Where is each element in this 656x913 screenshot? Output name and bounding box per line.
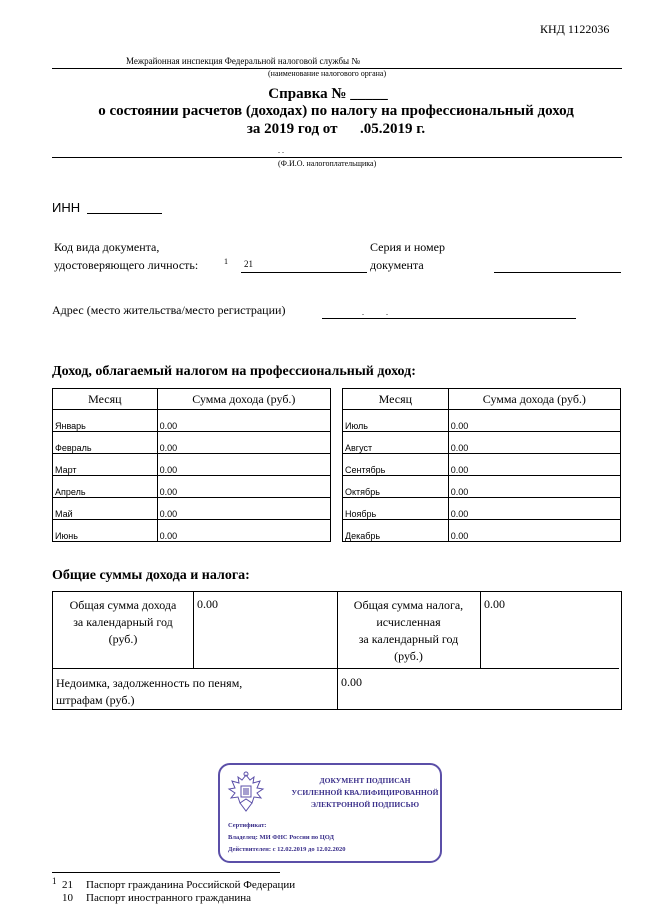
doc-code-label-1: Код вида документа, — [54, 240, 160, 254]
divider — [480, 592, 481, 668]
inspection-label: Межрайонная инспекция Федеральной налоговой службы № — [126, 56, 360, 66]
sum-cell: 0.00 — [448, 520, 620, 542]
doc-subtitle: о состоянии расчетов (доходах) по налогу на профессиональный доход — [98, 103, 574, 119]
stamp-title: ДОКУМЕНТ ПОДПИСАН УСИЛЕННОЙ КВАЛИФИЦИРОВАННОЙ ЭЛЕКТРОННОЙ ПОДПИСЬЮ — [291, 776, 439, 809]
month-cell: Декабрь — [343, 520, 449, 542]
total-tax-value: 0.00 — [484, 597, 505, 611]
doc-code-value: 21 — [244, 259, 253, 269]
doc-title: Справка № _____ — [268, 86, 388, 102]
income-section-title: Доход, облагаемый налогом на профессиональный доход: — [52, 364, 416, 379]
sum-cell: 0.00 — [448, 498, 620, 520]
table-row — [53, 520, 331, 542]
table-row — [343, 410, 621, 432]
divider — [53, 668, 619, 669]
address-line — [322, 318, 576, 319]
month-cell: Октябрь — [343, 476, 449, 498]
sum-cell: 0.00 — [157, 520, 330, 542]
month-cell: Июль — [343, 410, 449, 432]
series-label-2: документа — [370, 258, 424, 272]
table-row — [53, 432, 331, 454]
col-month-header: Месяц — [343, 389, 449, 410]
inn-line — [87, 213, 162, 214]
fio-dots: . . — [278, 146, 284, 155]
sum-cell: 0.00 — [157, 476, 330, 498]
table-row — [343, 432, 621, 454]
sum-cell: 0.00 — [448, 454, 620, 476]
fio-line — [52, 157, 622, 158]
footnote-code-1: 21 — [62, 879, 73, 891]
eagle-emblem-icon — [226, 771, 266, 815]
footnote-separator — [52, 872, 280, 873]
table-row — [343, 520, 621, 542]
month-cell: Февраль — [53, 432, 158, 454]
divider — [193, 592, 194, 668]
income-table-left — [52, 388, 331, 542]
address-dots: . . — [362, 308, 388, 317]
doc-code-footnote-mark: 1 — [224, 257, 228, 266]
totals-section-title: Общие суммы дохода и налога: — [52, 568, 250, 583]
table-row — [53, 498, 331, 520]
col-sum-header: Сумма дохода (руб.) — [448, 389, 620, 410]
total-tax-label: Общая сумма налога, исчисленная за календарный год (руб.) — [353, 598, 464, 663]
arrears-value: 0.00 — [341, 675, 362, 689]
month-cell: Март — [53, 454, 158, 476]
series-line — [494, 272, 621, 273]
arrears-label: Недоимка, задолженность по пеням, штрафам (руб.) — [56, 676, 243, 707]
table-row — [343, 476, 621, 498]
col-sum-header: Сумма дохода (руб.) — [157, 389, 330, 410]
fio-caption: (Ф.И.О. налогоплательщика) — [278, 159, 377, 168]
total-income-value: 0.00 — [197, 597, 218, 611]
col-month-header: Месяц — [53, 389, 158, 410]
income-table-right — [342, 388, 621, 542]
footnote-code-2: 10 — [62, 892, 73, 904]
inn-label: ИНН — [52, 200, 81, 215]
month-cell: Май — [53, 498, 158, 520]
month-cell: Апрель — [53, 476, 158, 498]
sum-cell: 0.00 — [448, 476, 620, 498]
total-income-label: Общая сумма дохода за календарный год (руб.) — [69, 598, 177, 646]
stamp-details: Сертификат: Владелец: МИ ФНС России по ЦОД Действителен: с 12.02.2019 до 12.02.2020 — [228, 822, 346, 853]
month-cell: Сентябрь — [343, 454, 449, 476]
address-label: Адрес (место жительства/место регистрации) — [52, 303, 286, 317]
table-row — [53, 410, 331, 432]
sum-cell: 0.00 — [157, 454, 330, 476]
month-cell: Январь — [53, 410, 158, 432]
inspection-caption: (наименование налогового органа) — [268, 69, 387, 78]
table-row — [343, 498, 621, 520]
table-row — [53, 476, 331, 498]
knd-code: КНД 1122036 — [540, 22, 610, 36]
month-cell: Ноябрь — [343, 498, 449, 520]
table-row — [343, 454, 621, 476]
series-label-1: Серия и номер — [370, 240, 445, 254]
footnote-mark: 1 — [52, 876, 57, 886]
table-row — [53, 454, 331, 476]
footnote-text-1: Паспорт гражданина Российской Федерации — [86, 879, 296, 891]
doc-period: за 2019 год от .05.2019 г. — [246, 121, 426, 137]
sum-cell: 0.00 — [157, 410, 330, 432]
sum-cell: 0.00 — [157, 432, 330, 454]
sum-cell: 0.00 — [448, 410, 620, 432]
month-cell: Июнь — [53, 520, 158, 542]
sum-cell: 0.00 — [448, 432, 620, 454]
totals-table — [52, 591, 622, 710]
month-cell: Август — [343, 432, 449, 454]
sum-cell: 0.00 — [157, 498, 330, 520]
doc-code-label-2: удостоверяющего личность: — [54, 258, 199, 272]
footnote-text-2: Паспорт иностранного гражданина — [86, 892, 252, 904]
doc-code-line — [241, 272, 367, 273]
signature-stamp — [218, 763, 442, 863]
